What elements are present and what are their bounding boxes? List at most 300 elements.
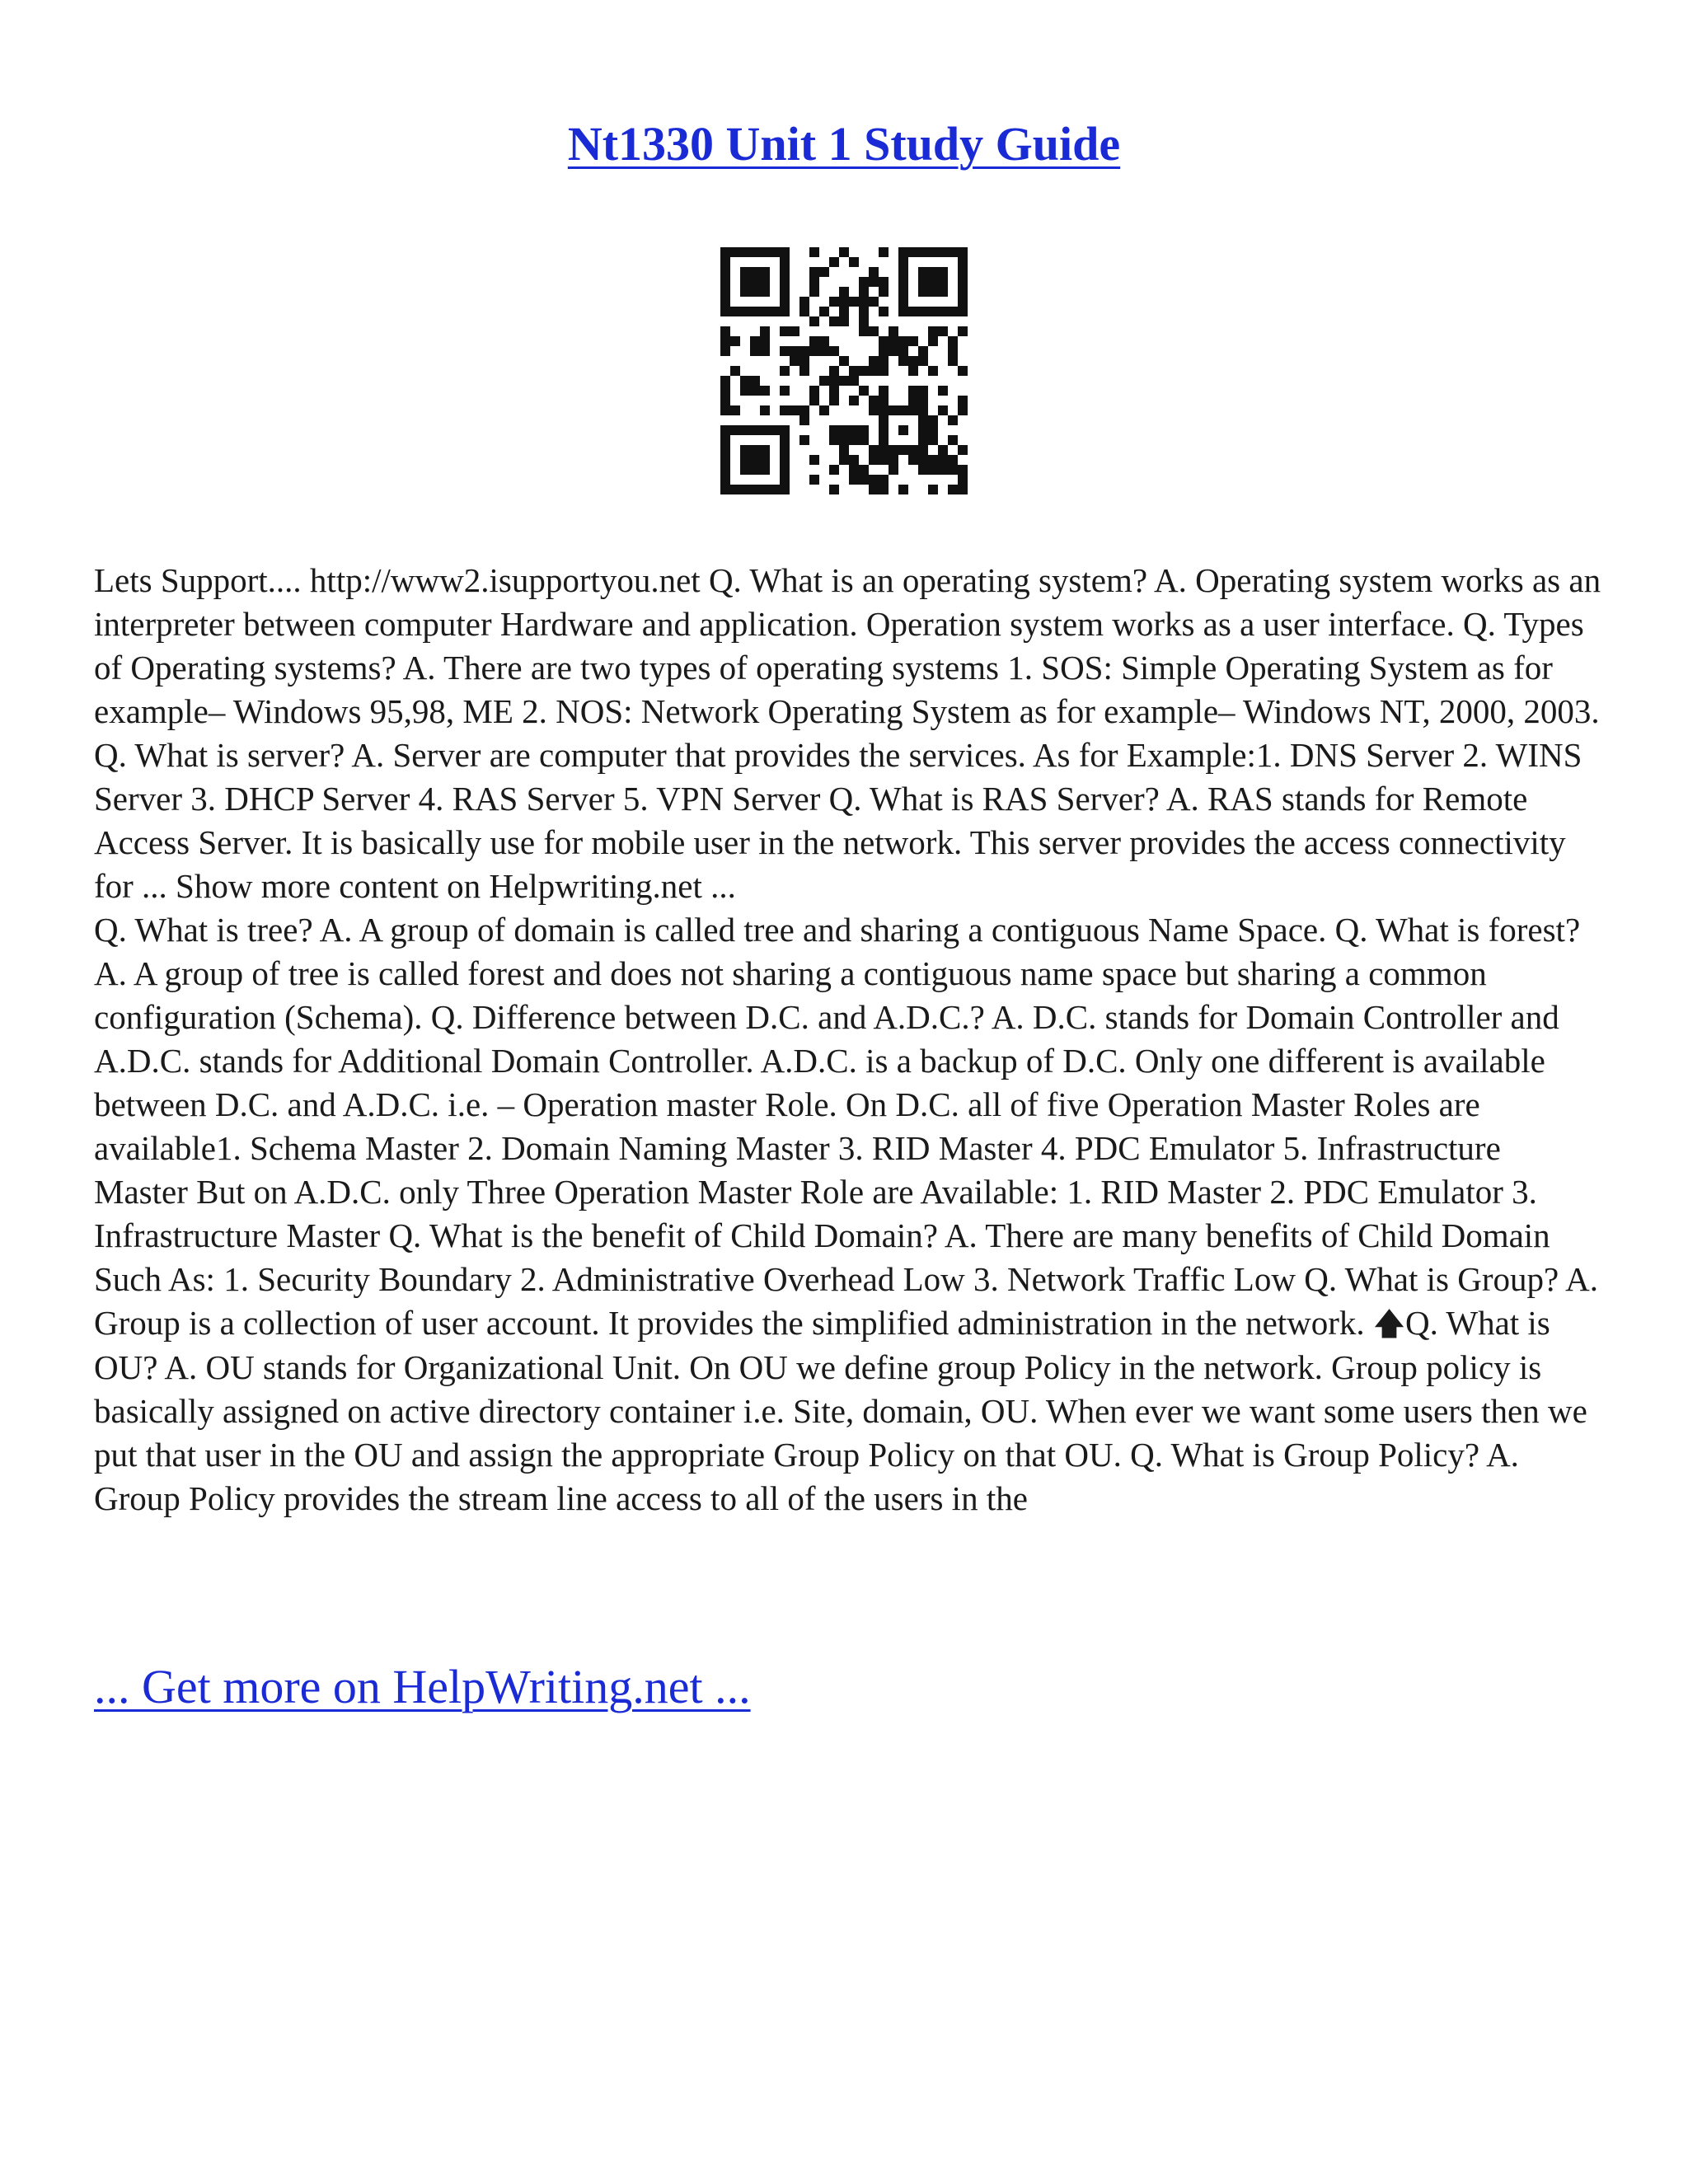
qr-module: [958, 396, 968, 405]
qr-module: [730, 307, 740, 316]
qr-module: [879, 277, 889, 287]
qr-module: [948, 247, 958, 257]
qr-module: [720, 267, 730, 277]
qr-module: [938, 267, 948, 277]
qr-module: [889, 465, 898, 475]
qr-module: [839, 247, 849, 257]
qr-module: [730, 485, 740, 494]
qr-module: [730, 425, 740, 435]
qr-module: [740, 376, 750, 386]
qr-module: [958, 257, 968, 267]
qr-module: [770, 425, 780, 435]
qr-module: [809, 396, 819, 405]
qr-module: [770, 485, 780, 494]
qr-module: [849, 297, 859, 307]
qr-module: [928, 267, 938, 277]
qr-module: [760, 455, 770, 465]
qr-module: [859, 297, 869, 307]
qr-module: [819, 267, 829, 277]
qr-module: [819, 336, 829, 346]
qr-module: [750, 346, 760, 356]
qr-module: [809, 316, 819, 326]
qr-module: [918, 396, 928, 405]
qr-module: [898, 297, 908, 307]
qr-module: [799, 307, 809, 316]
qr-module: [928, 455, 938, 465]
qr-module: [879, 405, 889, 415]
qr-module: [908, 405, 918, 415]
qr-module: [809, 455, 819, 465]
qr-module: [918, 267, 928, 277]
qr-module: [760, 287, 770, 297]
qr-module: [918, 415, 928, 425]
qr-module: [938, 405, 948, 415]
qr-module: [760, 247, 770, 257]
qr-module: [889, 455, 898, 465]
qr-module: [740, 445, 750, 455]
qr-module: [829, 297, 839, 307]
qr-module: [928, 485, 938, 494]
qr-module: [780, 445, 790, 455]
qr-module: [829, 386, 839, 396]
qr-module: [720, 485, 730, 494]
qr-module: [928, 366, 938, 376]
qr-module: [780, 366, 790, 376]
qr-module: [879, 336, 889, 346]
qr-module: [740, 247, 750, 257]
qr-code-image: [720, 247, 968, 494]
qr-module: [948, 336, 958, 346]
qr-module: [918, 247, 928, 257]
qr-module: [750, 247, 760, 257]
qr-module: [859, 475, 869, 485]
qr-module: [898, 307, 908, 316]
qr-module: [879, 386, 889, 396]
qr-module: [839, 356, 849, 366]
qr-module: [958, 445, 968, 455]
qr-module: [908, 445, 918, 455]
qr-module: [809, 346, 819, 356]
qr-module: [879, 455, 889, 465]
qr-module: [780, 287, 790, 297]
qr-module: [898, 405, 908, 415]
qr-module: [859, 465, 869, 475]
qr-module: [750, 445, 760, 455]
qr-module: [760, 326, 770, 336]
qr-module: [928, 465, 938, 475]
qr-module: [918, 455, 928, 465]
qr-module: [740, 287, 750, 297]
qr-module: [898, 336, 908, 346]
qr-module: [750, 287, 760, 297]
qr-module: [958, 297, 968, 307]
qr-module: [809, 247, 819, 257]
qr-module: [730, 336, 740, 346]
qr-module: [720, 386, 730, 396]
qr-module: [770, 307, 780, 316]
qr-module: [760, 267, 770, 277]
qr-module: [839, 287, 849, 297]
qr-module: [879, 307, 889, 316]
qr-module: [898, 485, 908, 494]
qr-module: [869, 326, 879, 336]
qr-module: [869, 366, 879, 376]
qr-module: [958, 475, 968, 485]
qr-module: [869, 356, 879, 366]
qr-module: [720, 396, 730, 405]
qr-module: [859, 287, 869, 297]
qr-module: [958, 307, 968, 316]
qr-module: [819, 307, 829, 316]
qr-module: [958, 326, 968, 336]
qr-module: [879, 485, 889, 494]
qr-module: [879, 396, 889, 405]
qr-module: [958, 277, 968, 287]
qr-module: [809, 267, 819, 277]
qr-module: [780, 425, 790, 435]
qr-module: [849, 396, 859, 405]
qr-module: [750, 267, 760, 277]
qr-module: [780, 435, 790, 445]
qr-module: [898, 267, 908, 277]
qr-module: [879, 356, 889, 366]
qr-module: [938, 445, 948, 455]
paragraph-1: Lets Support.... http://www2.isupportyou.net Q. What is an operating system? A. Operating system works as an interpreter between computer Hardware and application. Operation system works as a user interface. Q. Types of Operating systems? A. There are two types of operating systems 1. SOS: Simple Operating System as for example– Windows 95,98, ME 2. NOS: Network Operating System as for example– Windows NT, 2000, 2003. Q. What is server? A. Server are computer that provides the services. As for Example:1. DNS Server 2. WINS Server 3. DHCP Server 4. RAS Server 5. VPN Server Q. What is RAS Server? A. RAS stands for Remote Access Server. It is basically use for mobile user in the network. This server provides the access connectivity for ... Show more content on Helpwriting.net ...: [94, 561, 1601, 905]
qr-module: [839, 455, 849, 465]
qr-module: [819, 405, 829, 415]
qr-module: [928, 425, 938, 435]
qr-module: [720, 277, 730, 287]
qr-module: [918, 346, 928, 356]
qr-module: [869, 455, 879, 465]
qr-module: [869, 405, 879, 415]
qr-module: [869, 297, 879, 307]
qr-module: [799, 415, 809, 425]
qr-module: [780, 485, 790, 494]
qr-module: [928, 277, 938, 287]
qr-module: [948, 465, 958, 475]
qr-module: [839, 376, 849, 386]
qr-module: [849, 435, 859, 445]
qr-module: [879, 425, 889, 435]
qr-module: [958, 287, 968, 297]
qr-module: [938, 277, 948, 287]
qr-module: [829, 465, 839, 475]
qr-module: [780, 475, 790, 485]
qr-module: [908, 386, 918, 396]
qr-module: [958, 485, 968, 494]
qr-module: [918, 465, 928, 475]
qr-module: [750, 386, 760, 396]
qr-module: [799, 405, 809, 415]
qr-module: [740, 267, 750, 277]
qr-module: [839, 297, 849, 307]
qr-module: [809, 287, 819, 297]
qr-module: [809, 475, 819, 485]
qr-module: [809, 336, 819, 346]
qr-module: [740, 277, 750, 287]
qr-module: [720, 257, 730, 267]
qr-module: [720, 405, 730, 415]
qr-module: [928, 326, 938, 336]
qr-module: [948, 485, 958, 494]
qr-module: [750, 277, 760, 287]
qr-module: [889, 336, 898, 346]
qr-module: [829, 435, 839, 445]
qr-module: [780, 267, 790, 277]
qr-module: [859, 277, 869, 287]
qr-module: [720, 307, 730, 316]
qr-module: [799, 297, 809, 307]
qr-module: [720, 336, 730, 346]
qr-module: [740, 425, 750, 435]
qr-module: [720, 475, 730, 485]
qr-module: [879, 415, 889, 425]
qr-module: [859, 366, 869, 376]
qr-module: [859, 307, 869, 316]
qr-module: [889, 405, 898, 415]
qr-module: [849, 376, 859, 386]
qr-module: [750, 376, 760, 386]
qr-module: [780, 307, 790, 316]
qr-module: [918, 307, 928, 316]
qr-module: [740, 307, 750, 316]
qr-module: [928, 336, 938, 346]
qr-module: [760, 277, 770, 287]
qr-module: [918, 425, 928, 435]
qr-module: [780, 247, 790, 257]
qr-module: [958, 267, 968, 277]
qr-module: [720, 326, 730, 336]
paragraph-2-part-1: Q. What is tree? A. A group of domain is called tree and sharing a contiguous Name Space. Q. What is forest? A. A group of tree is called forest and does not sharing a contiguous name space but sharing a common configuration (Schema). Q. Difference between D.C. and A.D.C.? A. D.C. stands for Domain Controller and A.D.C. stands for Additional Domain Controller. A.D.C. is a backup of D.C. Only one different is available between D.C. and A.D.C. i.e. – Operation master Role. On D.C. all of five Operation Master Roles are available1. Schema Master 2. Domain Naming Master 3. RID Master 4. PDC Emulator 5. Infrastructure Master But on A.D.C. only Three Operation Master Role are Available: 1. RID Master 2. PDC Emulator 3. Infrastructure Master Q. What is the benefit of Child Domain? A. There are many benefits of Child Domain Such As: 1. Security Boundary 2. Administrative Overhead Low 3. Network Traffic Low Q. What is Group? A. Group is a collection of user account. It provides the simplified administration in the network.: [94, 911, 1599, 1342]
qr-module: [849, 366, 859, 376]
qr-module: [839, 316, 849, 326]
qr-module: [740, 455, 750, 465]
qr-module: [730, 247, 740, 257]
qr-module: [918, 287, 928, 297]
qr-module: [908, 307, 918, 316]
qr-module: [869, 475, 879, 485]
qr-module: [918, 435, 928, 445]
qr-module: [898, 247, 908, 257]
qr-module: [720, 376, 730, 386]
qr-module: [720, 445, 730, 455]
qr-module: [948, 346, 958, 356]
qr-module: [829, 316, 839, 326]
qr-module: [958, 247, 968, 257]
qr-module: [790, 356, 799, 366]
qr-module: [938, 455, 948, 465]
qr-module: [849, 465, 859, 475]
qr-module: [829, 376, 839, 386]
qr-module: [819, 346, 829, 356]
qr-module: [908, 247, 918, 257]
qr-module: [898, 257, 908, 267]
qr-module: [790, 405, 799, 415]
qr-module: [898, 277, 908, 287]
qr-module: [889, 445, 898, 455]
qr-module: [849, 257, 859, 267]
title-link[interactable]: Nt1330 Unit 1 Study Guide: [567, 117, 1121, 171]
qr-module: [948, 455, 958, 465]
qr-module: [849, 475, 859, 485]
qr-module: [760, 465, 770, 475]
qr-module: [750, 485, 760, 494]
qr-module: [928, 307, 938, 316]
qr-module: [948, 435, 958, 445]
qr-module: [918, 356, 928, 366]
qr-module: [879, 445, 889, 455]
qr-module: [889, 346, 898, 356]
qr-module: [780, 346, 790, 356]
qr-module: [938, 247, 948, 257]
qr-module: [869, 396, 879, 405]
paragraph-2-part-2: Q. What is OU? A. OU stands for Organizational Unit. On OU we define group Policy in the network. Group policy is basically assigned on active directory container i.e. Site, domain, OU. When ever we want some users then we put that user in the OU and assign the appropriate Group Policy on that OU. Q. What is Group Policy? A. Group Policy provides the stream line access to all of the users in the: [94, 1304, 1587, 1517]
qr-module: [928, 287, 938, 297]
qr-module: [799, 435, 809, 445]
qr-module: [799, 356, 809, 366]
qr-module: [790, 326, 799, 336]
qr-module: [938, 307, 948, 316]
article-body: [94, 559, 1602, 1521]
qr-module: [760, 346, 770, 356]
qr-module: [859, 326, 869, 336]
qr-module: [958, 366, 968, 376]
qr-module: [740, 465, 750, 475]
qr-module: [908, 356, 918, 366]
qr-module: [908, 336, 918, 346]
qr-module: [740, 386, 750, 396]
qr-module: [829, 396, 839, 405]
qr-module: [720, 435, 730, 445]
qr-module: [958, 405, 968, 415]
qr-module: [720, 247, 730, 257]
qr-module: [780, 465, 790, 475]
qr-module: [859, 316, 869, 326]
qr-code: [720, 247, 968, 494]
qr-module: [879, 366, 889, 376]
qr-module: [908, 455, 918, 465]
qr-module: [720, 465, 730, 475]
qr-module: [849, 455, 859, 465]
qr-module: [829, 485, 839, 494]
paragraph-2: [94, 908, 1602, 1521]
qr-module: [829, 346, 839, 356]
qr-module: [879, 287, 889, 297]
qr-module: [889, 326, 898, 336]
qr-module: [869, 485, 879, 494]
get-more-link[interactable]: ... Get more on HelpWriting.net ...: [94, 1660, 751, 1713]
qr-module: [750, 336, 760, 346]
qr-module: [720, 346, 730, 356]
qr-module: [780, 455, 790, 465]
qr-module: [720, 425, 730, 435]
qr-module: [720, 297, 730, 307]
qr-module: [829, 257, 839, 267]
qr-module: [879, 247, 889, 257]
qr-module: [809, 277, 819, 287]
qr-module: [730, 405, 740, 415]
qr-module: [780, 277, 790, 287]
qr-module: [918, 386, 928, 396]
qr-module: [898, 287, 908, 297]
qr-module: [869, 277, 879, 287]
qr-module: [948, 415, 958, 425]
qr-module: [879, 435, 889, 445]
qr-module: [948, 307, 958, 316]
qr-module: [938, 386, 948, 396]
qr-module: [740, 485, 750, 494]
qr-module: [750, 307, 760, 316]
qr-module: [908, 366, 918, 376]
qr-module: [908, 396, 918, 405]
qr-module: [750, 425, 760, 435]
qr-module: [839, 445, 849, 455]
qr-module: [859, 386, 869, 396]
qr-module: [780, 405, 790, 415]
qr-module: [879, 346, 889, 356]
qr-module: [750, 465, 760, 475]
page-title: [0, 115, 1688, 173]
qr-module: [859, 425, 869, 435]
qr-module: [799, 346, 809, 356]
qr-module: [938, 465, 948, 475]
qr-module: [760, 336, 770, 346]
up-arrow-icon: 🡅: [1372, 1305, 1406, 1342]
qr-module: [918, 405, 928, 415]
qr-module: [849, 425, 859, 435]
qr-module: [799, 366, 809, 376]
qr-module: [928, 435, 938, 445]
qr-module: [780, 386, 790, 396]
qr-module: [898, 425, 908, 435]
qr-module: [869, 267, 879, 277]
qr-module: [839, 435, 849, 445]
qr-module: [720, 287, 730, 297]
qr-module: [780, 326, 790, 336]
qr-module: [730, 366, 740, 376]
qr-module: [809, 386, 819, 396]
qr-module: [958, 465, 968, 475]
qr-module: [898, 346, 908, 356]
qr-module: [928, 247, 938, 257]
qr-module: [760, 485, 770, 494]
qr-module: [898, 356, 908, 366]
qr-module: [790, 346, 799, 356]
qr-module: [938, 287, 948, 297]
qr-module: [760, 307, 770, 316]
qr-module: [869, 445, 879, 455]
qr-module: [829, 425, 839, 435]
qr-module: [918, 277, 928, 287]
qr-module: [948, 356, 958, 366]
qr-module: [938, 326, 948, 336]
qr-module: [928, 415, 938, 425]
qr-module: [859, 435, 869, 445]
get-more-section: [94, 1658, 751, 1716]
qr-module: [760, 386, 770, 396]
qr-module: [819, 376, 829, 386]
qr-module: [780, 297, 790, 307]
qr-module: [780, 257, 790, 267]
qr-module: [898, 445, 908, 455]
qr-module: [839, 425, 849, 435]
qr-module: [720, 455, 730, 465]
qr-module: [879, 475, 889, 485]
qr-module: [760, 445, 770, 455]
qr-module: [839, 307, 849, 316]
qr-module: [750, 455, 760, 465]
